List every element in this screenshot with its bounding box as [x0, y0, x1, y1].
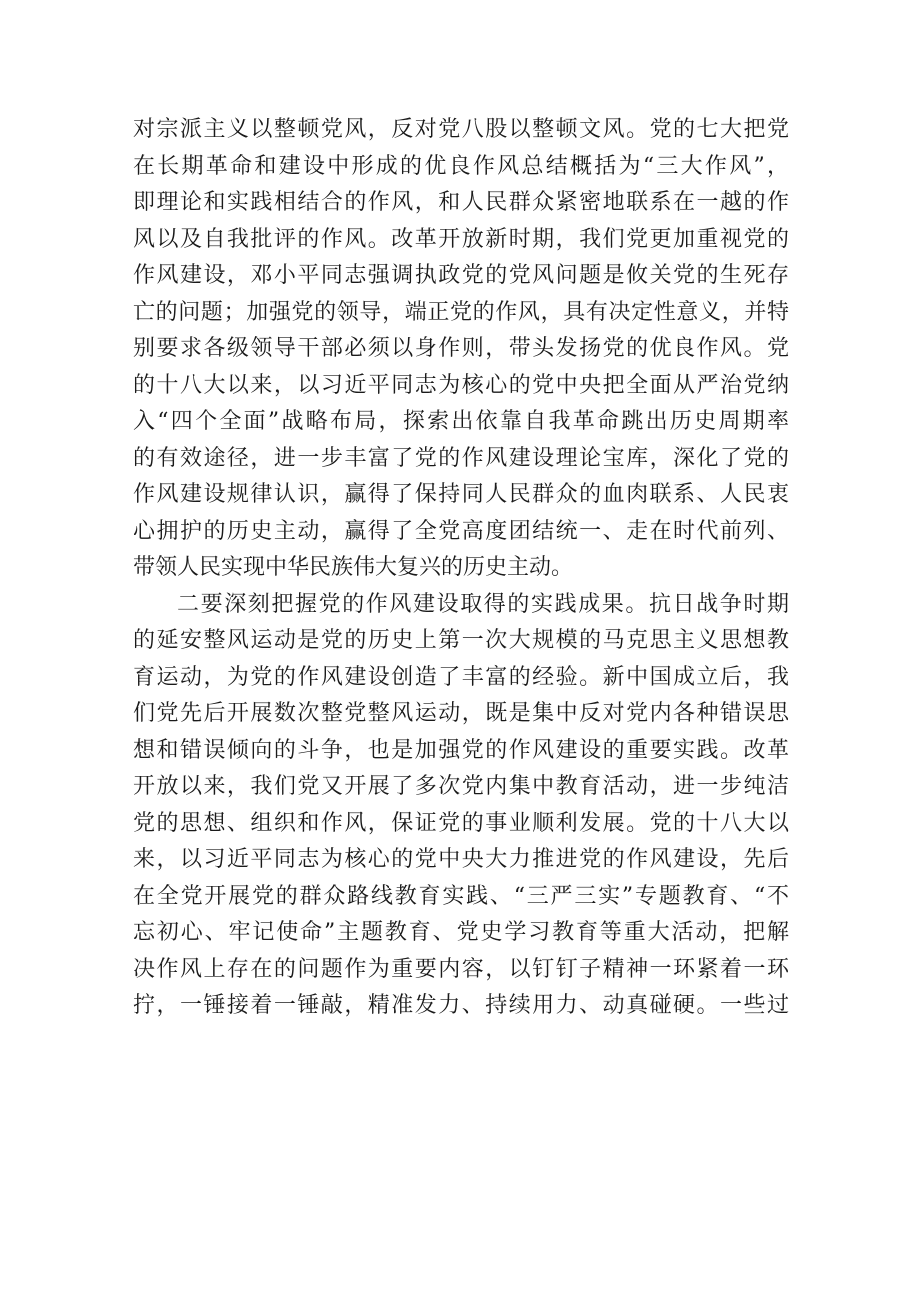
body-text: [133, 112, 789, 1025]
text-line: 的延安整风运动是党的历史上第一次大规模的马克思主义思想教: [133, 628, 789, 653]
text-line: 在长期革命和建设中形成的优良作风总结概括为“三大作风”，: [133, 153, 789, 179]
text-line: 育运动，为党的作风建设创造了丰富的经验。新中国成立后，我: [133, 664, 789, 690]
text-line: 开放以来，我们党又开展了多次党内集中教育活动，进一步纯洁: [133, 774, 789, 799]
text-line: 作风建设规律认识，赢得了保持同人民群众的血肉联系、人民衷: [133, 482, 789, 507]
text-line: 忘初心、牢记使命”主题教育、党史学习教育等重大活动，把解: [133, 920, 789, 945]
text-line: 来，以习近平同志为核心的党中央大力推进党的作风建设，先后: [133, 847, 789, 872]
paragraph-1: [133, 112, 789, 587]
text-line: 在全党开展党的群众路线教育实践、“三严三实”专题教育、“不: [133, 883, 789, 909]
text-line: 别要求各级领导干部必须以身作则，带头发扬党的优良作风。党: [133, 336, 789, 361]
text-line: 即理论和实践相结合的作风，和人民群众紧密地联系在一越的作: [133, 190, 789, 215]
text-line: 的十八大以来，以习近平同志为核心的党中央把全面从严治党纳: [133, 372, 789, 398]
text-line: 的有效途径，进一步丰富了党的作风建设理论宝库，深化了党的: [133, 445, 789, 471]
text-line: 决作风上存在的问题作为重要内容，以钉钉子精神一环紧着一环: [133, 956, 789, 982]
text-line: 党的思想、组织和作风，保证党的事业顺利发展。党的十八大以: [133, 810, 789, 836]
text-line: 风以及自我批评的作风。改革开放新时期，我们党更加重视党的: [133, 226, 789, 252]
text-line: 想和错误倾向的斗争，也是加强党的作风建设的重要实践。改革: [133, 737, 789, 763]
text-line: 作风建设，邓小平同志强调执政党的党风问题是攸关党的生死存: [133, 263, 789, 288]
text-line: 拧，一锤接着一锤敲，精准发力、持续用力、动真碰硬。一些过: [133, 993, 789, 1018]
text-line: 心拥护的历史主动，赢得了全党高度团结统一、走在时代前列、: [133, 518, 789, 544]
text-line: 带领人民实现中华民族伟大复兴的历史主动。: [133, 555, 574, 580]
text-line: 们党先后开展数次整党整风运动，既是集中反对党内各种错误思: [133, 701, 789, 726]
paragraph-2: [133, 587, 789, 1025]
text-line: 入“四个全面”战略布局，探索出依靠自我革命跳出历史周期率: [133, 409, 789, 434]
text-line: 亡的问题；加强党的领导，端正党的作风，具有决定性意义，并特: [133, 299, 789, 325]
text-line: 对宗派主义以整顿党风，反对党八股以整顿文风。党的七大把党: [133, 117, 789, 142]
text-line: 二要深刻把握党的作风建设取得的实践成果。抗日战争时期: [177, 591, 789, 617]
